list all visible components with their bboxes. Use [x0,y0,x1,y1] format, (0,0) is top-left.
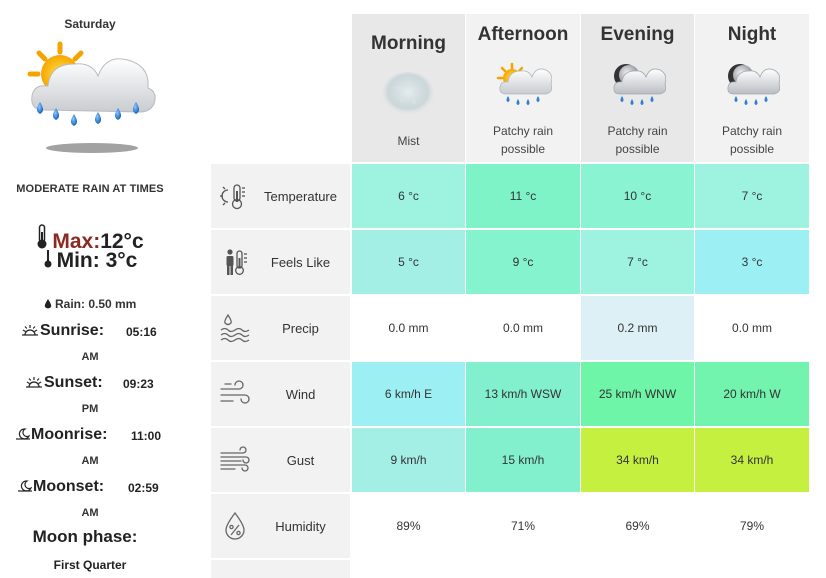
value-cell: 13 km/h WSW [466,362,580,426]
min-temp [0,249,180,273]
sunrise-time: 05:16 [126,325,157,339]
rain-text: Rain: 0.50 mm [54,297,137,311]
period-desc: Patchy rain [492,124,554,138]
moonset-label: Moonset: [33,478,105,495]
period-header-morning [352,14,465,162]
condition-text: MODERATE RAIN AT TIMES [16,183,164,195]
row-label-precip [211,296,350,360]
value-cell: 20 km/h W [695,362,809,426]
moonrise-icon [16,428,30,440]
period-desc: Patchy rain [607,124,668,138]
row-label-next [211,560,350,578]
period-header-evening [581,14,694,162]
moonrise-time: 11:00 [131,429,162,443]
day-summary [0,0,180,578]
value-cell: 0.0 mm [352,296,465,360]
value-cell: 3 °c [695,230,809,294]
person-thermometer-icon [219,246,251,278]
value-cell: 0.0 mm [695,296,809,360]
period-desc: Patchy rain [721,124,783,138]
min-label: Min: [56,249,100,272]
sunset-ampm: PM [81,403,99,415]
humidity-icon [219,510,251,542]
value-cell: 6 °c [352,164,465,228]
moonrise-ampm: AM [81,455,99,467]
row-label: Gust [286,452,315,468]
max-label: Max: [52,230,101,253]
row-label-feels-like [211,230,350,294]
period-desc-2: possible [729,142,775,156]
day-name: Saturday [64,17,116,31]
period-title: Afternoon [477,24,569,45]
value-cell: 15 km/h [466,428,580,492]
thermometer-sun-icon [219,180,251,212]
value-cell: 71% [466,494,580,558]
value-cell: 34 km/h [695,428,809,492]
moon-cloud-rain-icon [610,58,666,112]
value-cell: 7 °c [581,230,694,294]
row-label: Feels Like [270,254,331,270]
period-title: Evening [600,24,675,45]
raindrop-icon [44,299,52,309]
value-cell: 5 °c [352,230,465,294]
period-header-night [695,14,809,162]
value-cell: 6 km/h E [352,362,465,426]
wind-icon [219,378,251,410]
moon-phase-label: Moon phase: [32,527,138,546]
min-value: 3°c [105,249,138,272]
value-cell: 10 °c [581,164,694,228]
sunrise-icon [22,324,38,336]
sunrise-ampm: AM [81,351,99,363]
row-label: Wind [285,386,316,402]
value-cell: 11 °c [466,164,580,228]
period-desc-2: possible [615,142,660,156]
row-label-wind [211,362,350,426]
period-desc: Mist [397,134,420,148]
sun-cloud-rain-icon [496,58,552,112]
period-header-afternoon [466,14,580,162]
period-title: Morning [371,33,446,54]
period-desc-2: possible [500,142,546,156]
moonset-time: 02:59 [128,481,159,495]
thermometer-icon [36,224,48,250]
row-label-humidity [211,494,350,558]
value-cell: 34 km/h [581,428,694,492]
value-cell: 9 km/h [352,428,465,492]
row-label-temperature [211,164,350,228]
rain-amount [0,297,180,311]
moon-phase-value: First Quarter [53,558,127,572]
water-waves-icon [219,312,251,344]
sun-cloud-rain-icon [22,36,158,156]
row-label: Temperature [264,188,337,204]
moonrise-label: Moonrise: [31,426,108,443]
value-cell: 69% [581,494,694,558]
moonset-icon [18,480,32,492]
value-cell: 0.2 mm [581,296,694,360]
sunset-label: Sunset: [44,374,103,391]
value-cell: 0.0 mm [466,296,580,360]
value-cell: 7 °c [695,164,809,228]
thermometer-low-icon [43,249,53,269]
row-label: Precip [282,320,319,336]
gust-icon [219,444,251,476]
period-title: Night [727,24,777,45]
value-cell: 25 km/h WNW [581,362,694,426]
sunrise-label: Sunrise: [40,322,105,339]
value-cell: 79% [695,494,809,558]
row-label: Humidity [275,518,326,534]
sunset-time: 09:23 [123,377,154,391]
value-cell: 9 °c [466,230,580,294]
moonset-ampm: AM [81,507,99,519]
max-value: 12°c [100,230,144,253]
sunset-icon [26,376,42,388]
row-label-gust [211,428,350,492]
mist-icon [380,68,436,118]
value-cell: 89% [352,494,465,558]
moon-cloud-rain-icon [724,58,780,112]
